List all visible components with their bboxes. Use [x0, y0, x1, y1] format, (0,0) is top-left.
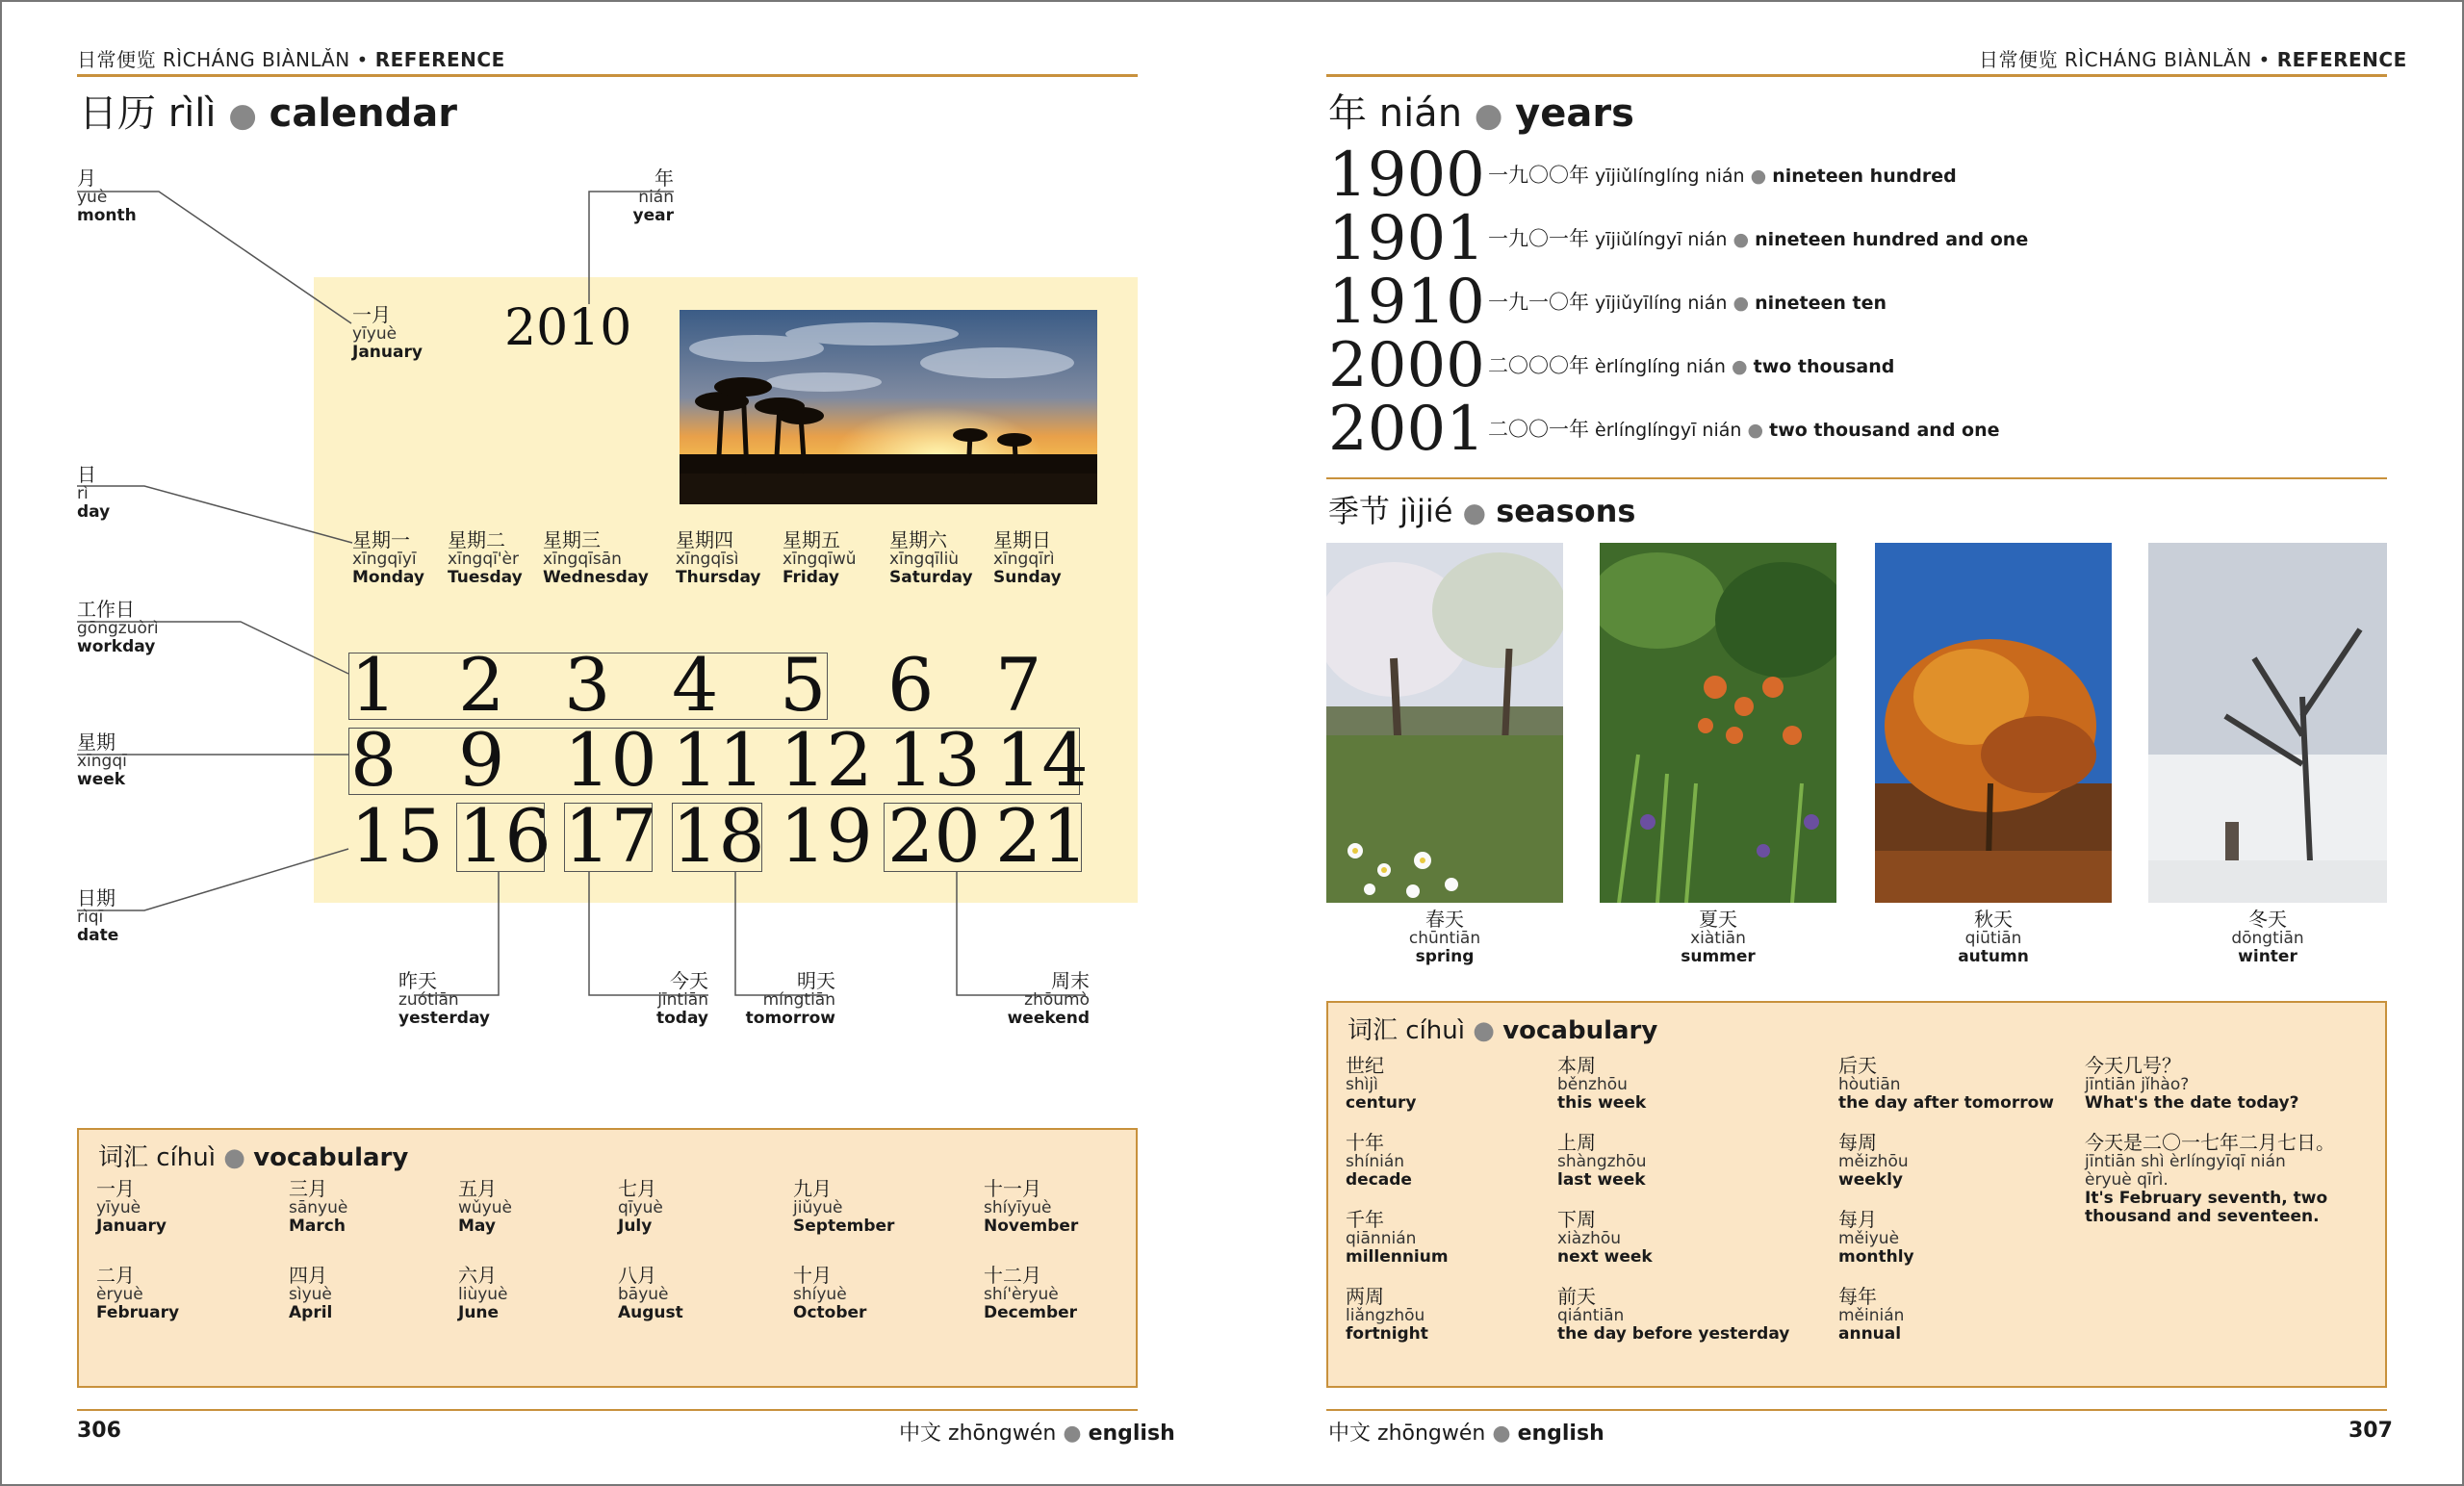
day-number: 5: [780, 642, 827, 728]
year-numeral: 2001: [1328, 394, 1485, 465]
weekday-sunday: 星期日 xīngqīrì Sunday: [993, 528, 1062, 588]
footer-rule: [77, 1409, 1138, 1411]
calendar-year: 2010: [504, 299, 632, 357]
title-zh: 日历: [79, 91, 156, 136]
vocab-month: 五月 wǔyuè May: [458, 1177, 512, 1237]
year-entry: 一九〇〇年 yījiǔlínglíng nián ● nineteen hundred: [1488, 164, 1957, 187]
vocabulary-title: 词汇 cíhuì ● vocabulary: [98, 1143, 409, 1172]
vocab-month: 十月 shíyuè October: [793, 1264, 867, 1323]
vocab-month: 八月 bāyuè August: [618, 1264, 683, 1323]
winter-photo: [2148, 543, 2387, 903]
header-pinyin: RÌCHÁNG BIÀNLǍN: [162, 48, 350, 71]
day-number: 4: [672, 642, 719, 728]
header-rule: [1326, 74, 2387, 77]
callout-year: 年 nián year: [632, 167, 674, 226]
year-numeral: 1910: [1328, 267, 1485, 338]
header-en: REFERENCE: [374, 48, 505, 71]
day-number: 6: [887, 642, 935, 728]
vocab-month: 一月 yīyuè January: [96, 1177, 167, 1237]
page-number: 306: [77, 1419, 121, 1443]
spring-photo: [1326, 543, 1563, 903]
vocab-term: 两周 liǎngzhōu fortnight: [1346, 1285, 1428, 1345]
vocab-month: 九月 jiǔyuè September: [793, 1177, 895, 1237]
day-number: 8: [350, 717, 398, 803]
vocab-term: 世纪 shìjì century: [1346, 1054, 1417, 1114]
weekday-monday: 星期一 xīngqīyī Monday: [352, 528, 424, 588]
callout-tomorrow: 明天 míngtiān tomorrow: [745, 969, 835, 1029]
season-autumn-label: 秋天 qiūtiān autumn: [1958, 908, 2029, 967]
day-number: 11: [672, 717, 765, 803]
day-number: 2: [458, 642, 505, 728]
day-number: 17: [564, 793, 657, 879]
vocab-month: 七月 qīyuè July: [618, 1177, 663, 1237]
season-spring-label: 春天 chūntiān spring: [1408, 908, 1481, 967]
year-numeral: 1900: [1328, 140, 1485, 211]
day-number: 19: [780, 793, 873, 879]
vocabulary-title: 词汇 cíhuì ● vocabulary: [1348, 1016, 1658, 1045]
day-number: 16: [458, 793, 552, 879]
season-summer-label: 夏天 xiàtiān summer: [1681, 908, 1756, 967]
day-number: 3: [564, 642, 611, 728]
day-number: 21: [995, 793, 1089, 879]
page-title-calendar: 日历 rìlì ● calendar: [79, 91, 457, 136]
callout-today: 今天 jīntiān today: [655, 969, 708, 1029]
title-en: calendar: [269, 91, 457, 136]
header-pinyin: RÌCHÁNG BIÀNLǍN: [2064, 48, 2252, 71]
weekday-saturday: 星期六 xīngqīliù Saturday: [889, 528, 973, 588]
vocab-term: 上周 shàngzhōu last week: [1557, 1131, 1647, 1191]
season-winter-label: 冬天 dōngtiān winter: [2231, 908, 2304, 967]
day-number: 1: [350, 642, 398, 728]
year-numeral: 1901: [1328, 203, 1485, 274]
vocab-term: 十年 shínián decade: [1346, 1131, 1412, 1191]
seasons-title: 季节 jìjié ● seasons: [1328, 493, 1636, 529]
weekday-tuesday: 星期二 xīngqī'èr Tuesday: [448, 528, 523, 588]
header-zh: 日常便览: [1979, 48, 2058, 71]
summer-photo: [1600, 543, 1836, 903]
day-number: 10: [564, 717, 657, 803]
vocab-term: 每年 měinián annual: [1838, 1285, 1905, 1345]
right-running-header: 日常便览 RÌCHÁNG BIÀNLǍN • REFERENCE: [1979, 48, 2407, 71]
page-number: 307: [2348, 1419, 2393, 1443]
callout-month: 月 yuè month: [77, 167, 137, 226]
day-number: 20: [887, 793, 981, 879]
callout-date: 日期 rìqī date: [77, 886, 119, 946]
callout-week: 星期 xīngqī week: [77, 730, 127, 790]
autumn-photo: [1875, 543, 2112, 903]
weekday-wednesday: 星期三 xīngqīsān Wednesday: [543, 528, 649, 588]
vocab-term: 每月 měiyuè monthly: [1838, 1208, 1914, 1268]
vocab-term: 后天 hòutiān the day after tomorrow: [1838, 1054, 2054, 1114]
vocab-month: 二月 èryuè February: [96, 1264, 180, 1323]
title-pinyin: rìlì: [167, 91, 217, 136]
year-entry: 一九一〇年 yījiǔyīlíng nián ● nineteen ten: [1488, 291, 1887, 314]
left-running-header: 日常便览 RÌCHÁNG BIÀNLǍN • REFERENCE: [77, 48, 505, 71]
year-entry: 二〇〇〇年 èrlínglíng nián ● two thousand: [1488, 354, 1895, 377]
year-numeral: 2000: [1328, 330, 1485, 401]
day-number: 9: [458, 717, 505, 803]
day-number: 18: [672, 793, 765, 879]
page-title-years: 年 nián ● years: [1328, 91, 1634, 136]
callout-january: 一月 yīyuè January: [352, 303, 423, 363]
vocab-term: 千年 qiānnián millennium: [1346, 1208, 1449, 1268]
callout-weekend: 周末 zhōumò weekend: [1007, 969, 1090, 1029]
callout-day: 日 rì day: [77, 463, 111, 523]
day-number: 15: [350, 793, 444, 879]
footer-language: 中文 zhōngwén ● english: [899, 1422, 1175, 1446]
vocab-question: 今天几号？ jīntiān jǐhào? What's the date today?: [2085, 1054, 2299, 1114]
day-number: 7: [995, 642, 1042, 728]
day-number: 13: [887, 717, 981, 803]
vocab-term: 每周 měizhōu weekly: [1838, 1131, 1909, 1191]
callout-yesterday: 昨天 zuótiān yesterday: [398, 969, 490, 1029]
vocab-month: 三月 sānyuè March: [289, 1177, 348, 1237]
weekday-friday: 星期五 xīngqīwǔ Friday: [783, 528, 857, 588]
day-number: 12: [780, 717, 873, 803]
year-entry: 二〇〇一年 èrlínglíngyī nián ● two thousand and one: [1488, 418, 2000, 441]
vocab-answer: 今天是二〇一七年二月七日。 jīntiān shì èrlíngyīqī nián èryuè qīrì. It's February seventh, two thousand and seventeen.: [2085, 1131, 2335, 1227]
vocab-month: 四月 sìyuè April: [289, 1264, 333, 1323]
year-entry: 一九〇一年 yījiǔlíngyī nián ● nineteen hundred and one: [1488, 227, 2029, 250]
section-rule: [1326, 477, 2387, 479]
header-en: REFERENCE: [2276, 48, 2407, 71]
footer-language: 中文 zhōngwén ● english: [1328, 1422, 1604, 1446]
footer-rule: [1326, 1409, 2387, 1411]
callout-workday: 工作日 gōngzuòrì workday: [77, 598, 159, 657]
vocab-month: 十一月 shíyīyuè November: [984, 1177, 1079, 1237]
header-zh: 日常便览: [77, 48, 156, 71]
vocab-month: 十二月 shí'èryuè December: [984, 1264, 1078, 1323]
vocab-term: 本周 běnzhōu this week: [1557, 1054, 1647, 1114]
weekday-thursday: 星期四 xīngqīsì Thursday: [676, 528, 761, 588]
day-number: 14: [995, 717, 1089, 803]
vocab-month: 六月 liùyuè June: [458, 1264, 508, 1323]
vocab-term: 前天 qiántiān the day before yesterday: [1557, 1285, 1790, 1345]
vocab-term: 下周 xiàzhōu next week: [1557, 1208, 1653, 1268]
